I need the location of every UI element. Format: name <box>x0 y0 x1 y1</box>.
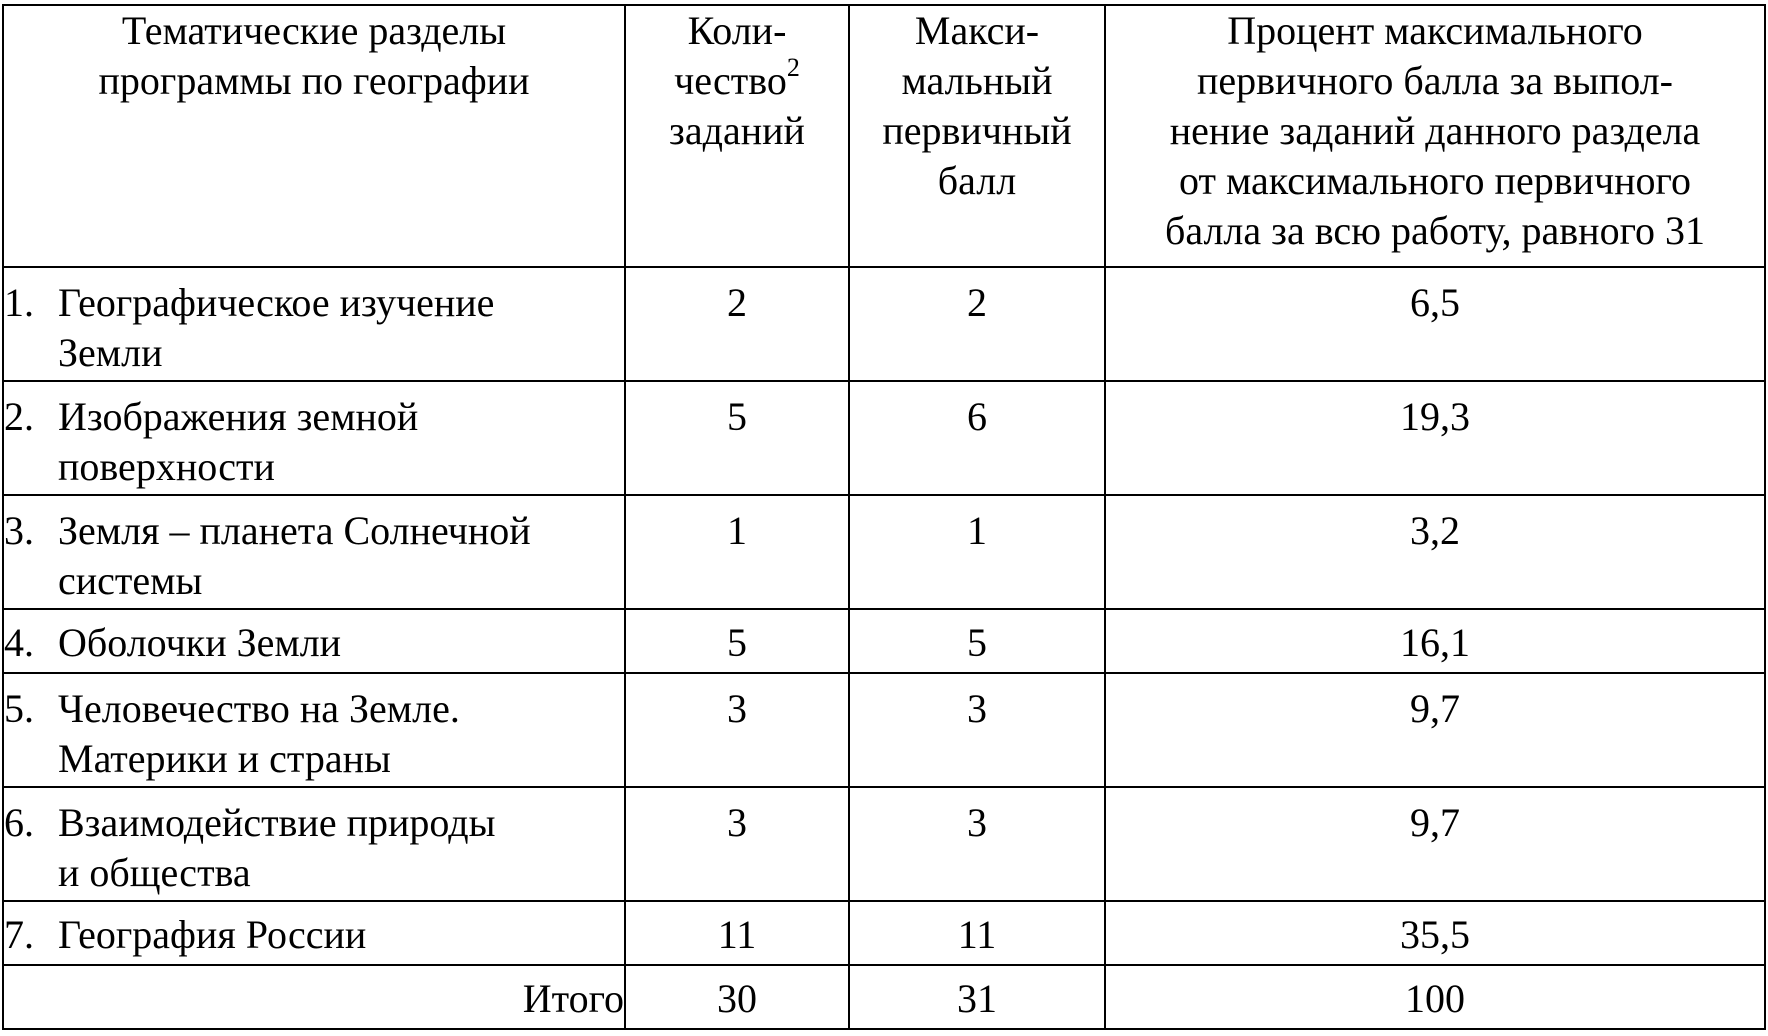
topic-cell <box>3 267 625 381</box>
total-row <box>3 965 1765 1029</box>
header-topics <box>3 5 625 267</box>
topic-number: 4. <box>4 620 34 665</box>
total-max-score: 31 <box>849 965 1105 1029</box>
percent-cell: 9,7 <box>1105 673 1765 787</box>
topic-text: Географическое изучение <box>58 280 495 325</box>
percent-cell: 35,5 <box>1105 901 1765 965</box>
max-score-cell: 5 <box>849 609 1105 673</box>
table-row <box>3 787 1765 901</box>
header-percent-line: балла за всю работу, равного 31 <box>1165 208 1705 253</box>
task-count-cell: 5 <box>625 381 849 495</box>
topic-text: системы <box>58 558 203 603</box>
topic-text: География России <box>58 912 367 957</box>
max-score-cell: 11 <box>849 901 1105 965</box>
percent-cell: 16,1 <box>1105 609 1765 673</box>
header-topics-line: программы по географии <box>98 58 530 103</box>
header-task-count <box>625 5 849 267</box>
total-task-count: 30 <box>625 965 849 1029</box>
topic-number: 2. <box>4 394 34 439</box>
header-max-score-line: Макси- <box>914 8 1040 53</box>
header-task-count-word: чество <box>674 58 787 103</box>
topic-text: поверхности <box>58 444 275 489</box>
table-row <box>3 495 1765 609</box>
topic-number: 7. <box>4 912 34 957</box>
header-percent-line: первичного балла за выпол- <box>1197 58 1673 103</box>
header-topics-line: Тематические разделы <box>121 8 507 53</box>
header-max-score-line: первичный <box>882 108 1072 153</box>
header-max-score <box>849 5 1105 267</box>
table-row <box>3 267 1765 381</box>
header-percent-line: Процент максимального <box>1227 8 1643 53</box>
topic-text: Изображения земной <box>58 394 419 439</box>
task-count-cell: 5 <box>625 609 849 673</box>
header-task-count-line: заданий <box>669 108 805 153</box>
header-percent <box>1105 5 1765 267</box>
table-row <box>3 673 1765 787</box>
topic-text: Взаимодействие природы <box>58 800 496 845</box>
topic-cell <box>3 901 625 965</box>
task-count-cell: 3 <box>625 787 849 901</box>
max-score-cell: 3 <box>849 787 1105 901</box>
footnote-mark: 2 <box>786 52 800 82</box>
header-max-score-line: балл <box>937 158 1017 203</box>
topic-cell <box>3 381 625 495</box>
topic-text: Земли <box>58 330 163 375</box>
max-score-cell: 2 <box>849 267 1105 381</box>
table-body <box>3 267 1765 1029</box>
task-count-cell: 3 <box>625 673 849 787</box>
max-score-cell: 6 <box>849 381 1105 495</box>
task-count-cell: 11 <box>625 901 849 965</box>
header-max-score-line: мальный <box>901 58 1053 103</box>
topic-text: Материки и страны <box>58 736 391 781</box>
header-row <box>3 5 1765 267</box>
header-percent-line: от максимального первичного <box>1179 158 1691 203</box>
topic-text: Оболочки Земли <box>58 620 342 665</box>
table-row <box>3 381 1765 495</box>
topic-text: и общества <box>58 850 251 895</box>
topic-cell <box>3 673 625 787</box>
topic-cell <box>3 787 625 901</box>
header-task-count-line: Коли- <box>687 8 787 53</box>
header-task-count-line <box>626 52 848 106</box>
percent-cell: 3,2 <box>1105 495 1765 609</box>
topic-number: 5. <box>4 686 34 731</box>
topic-text: Земля – планета Солнечной <box>58 508 531 553</box>
task-count-cell: 2 <box>625 267 849 381</box>
table-row <box>3 901 1765 965</box>
header-percent-line: нение заданий данного раздела <box>1169 108 1701 153</box>
total-percent: 100 <box>1105 965 1765 1029</box>
percent-cell: 9,7 <box>1105 787 1765 901</box>
max-score-cell: 1 <box>849 495 1105 609</box>
percent-cell: 19,3 <box>1105 381 1765 495</box>
topic-number: 3. <box>4 508 34 553</box>
table-row <box>3 609 1765 673</box>
total-label: Итого <box>3 965 625 1029</box>
table-header <box>3 5 1765 267</box>
topic-cell <box>3 495 625 609</box>
topic-number: 6. <box>4 800 34 845</box>
task-count-cell: 1 <box>625 495 849 609</box>
percent-cell: 6,5 <box>1105 267 1765 381</box>
topic-number: 1. <box>4 280 34 325</box>
topic-text: Человечество на Земле. <box>58 686 460 731</box>
task-distribution-table <box>2 4 1766 1030</box>
topic-cell <box>3 609 625 673</box>
max-score-cell: 3 <box>849 673 1105 787</box>
